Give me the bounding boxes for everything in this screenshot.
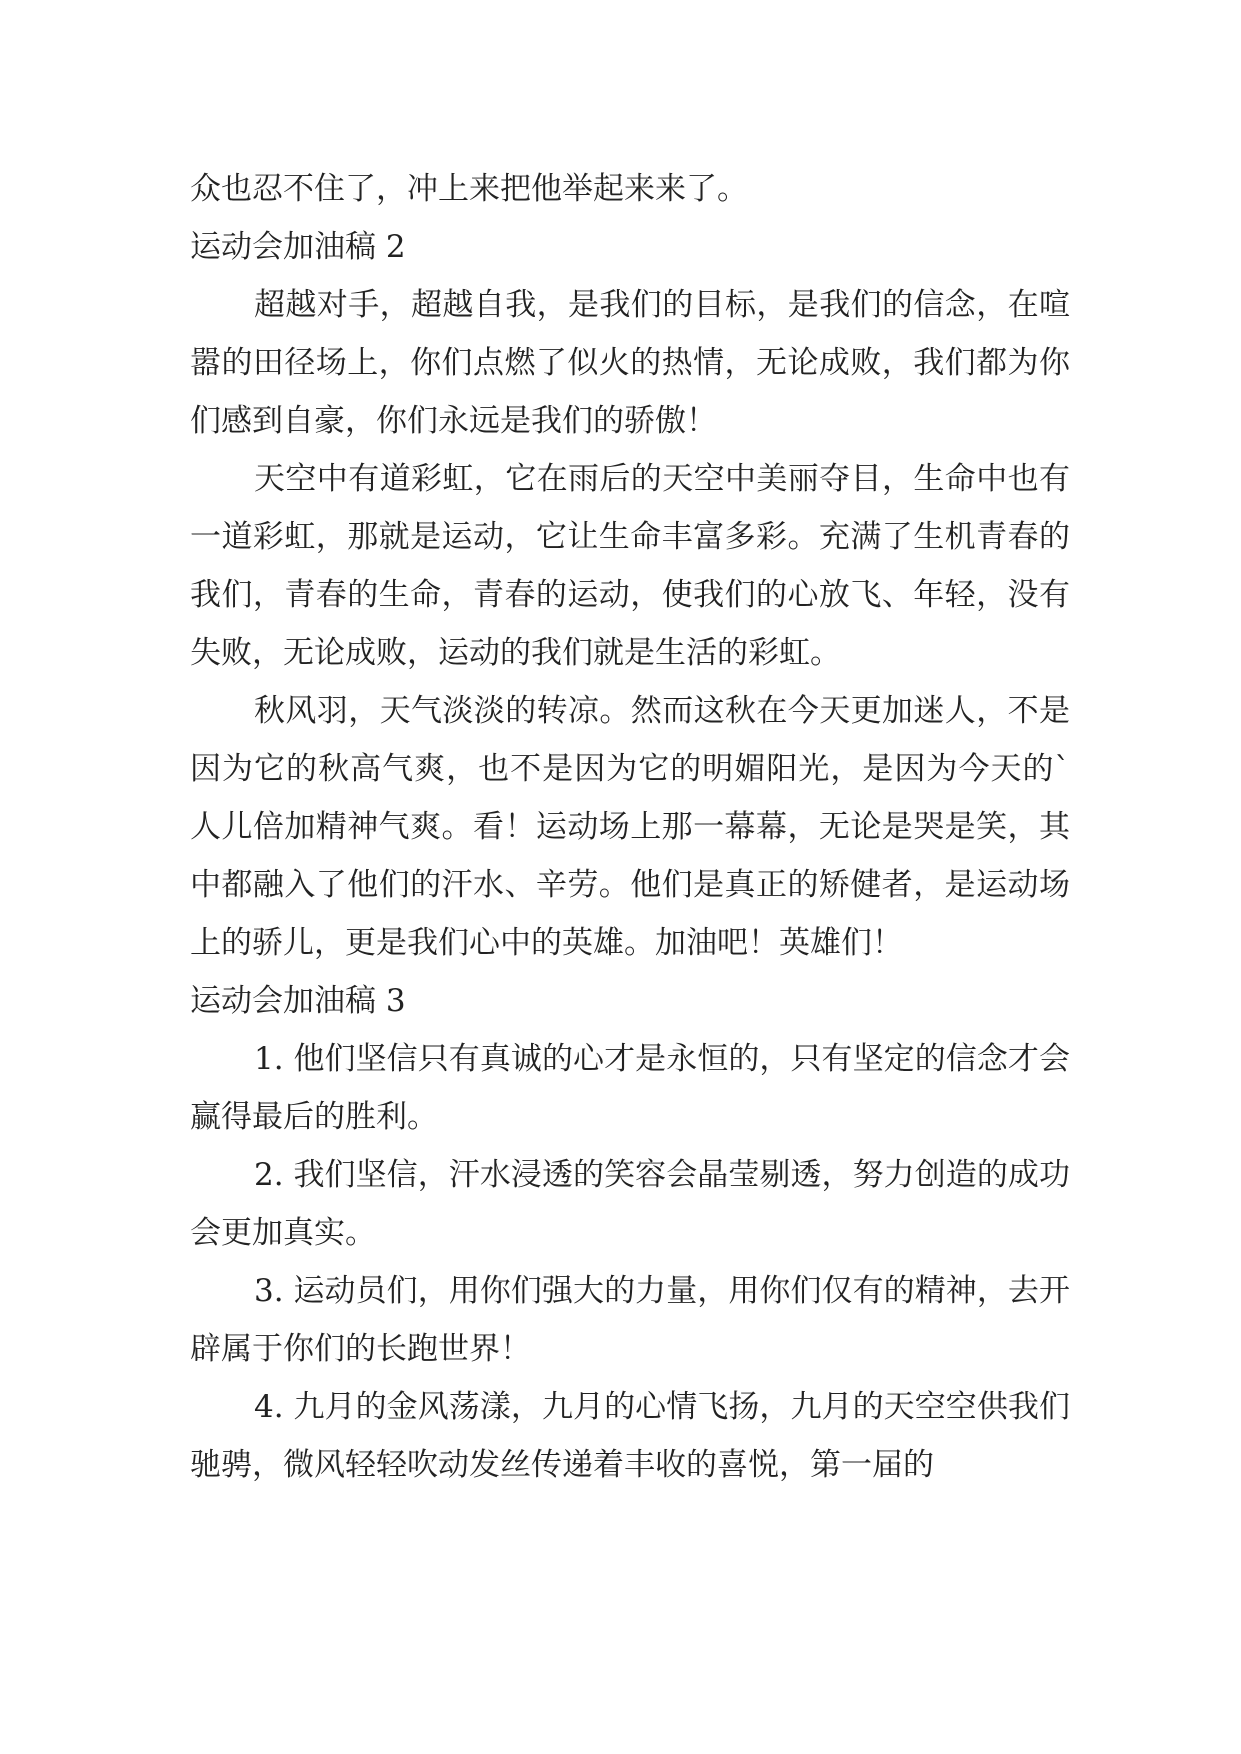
section-2-paragraph-1: 超越对手，超越自我，是我们的目标，是我们的信念，在喧嚣的田径场上，你们点燃了似火的热情，无论成败，我们都为你们感到自豪，你们永远是我们的骄傲！ xyxy=(190,287,1070,439)
intro-paragraph-tail: 众也忍不住了，冲上来把他举起来来了。 xyxy=(190,171,748,207)
section-2-title: 运动会加油稿 2 xyxy=(190,229,406,265)
section-3-item-1: 1. 他们坚信只有真诚的心才是永恒的，只有坚定的信念才会赢得最后的胜利。 xyxy=(190,1041,1070,1135)
section-2-paragraph-3: 秋风羽，天气淡淡的转凉。然而这秋在今天更加迷人，不是因为它的秋高气爽，也不是因为它的明媚阳光，是因为今天的`人儿倍加精神气爽。看！运动场上那一幕幕，无论是哭是笑，其中都融入了他们的汗水、辛劳。他们是真正的矫健者，是运动场上的骄儿，更是我们心中的英雄。加油吧！英雄们！ xyxy=(190,693,1070,961)
document-body xyxy=(190,160,1070,1494)
section-2-paragraph-2: 天空中有道彩虹，它在雨后的天空中美丽夺目，生命中也有一道彩虹，那就是运动，它让生命丰富多彩。充满了生机青春的我们，青春的生命，青春的运动，使我们的心放飞、年轻，没有失败，无论成败，运动的我们就是生活的彩虹。 xyxy=(190,461,1070,671)
section-3-item-2: 2. 我们坚信，汗水浸透的笑容会晶莹剔透，努力创造的成功会更加真实。 xyxy=(190,1157,1070,1251)
section-3-item-4: 4. 九月的金风荡漾，九月的心情飞扬，九月的天空空供我们驰骋，微风轻轻吹动发丝传递着丰收的喜悦，第一届的 xyxy=(190,1389,1070,1483)
section-3-item-3: 3. 运动员们，用你们强大的力量，用你们仅有的精神，去开辟属于你们的长跑世界！ xyxy=(190,1273,1070,1367)
section-3-title: 运动会加油稿 3 xyxy=(190,983,406,1019)
